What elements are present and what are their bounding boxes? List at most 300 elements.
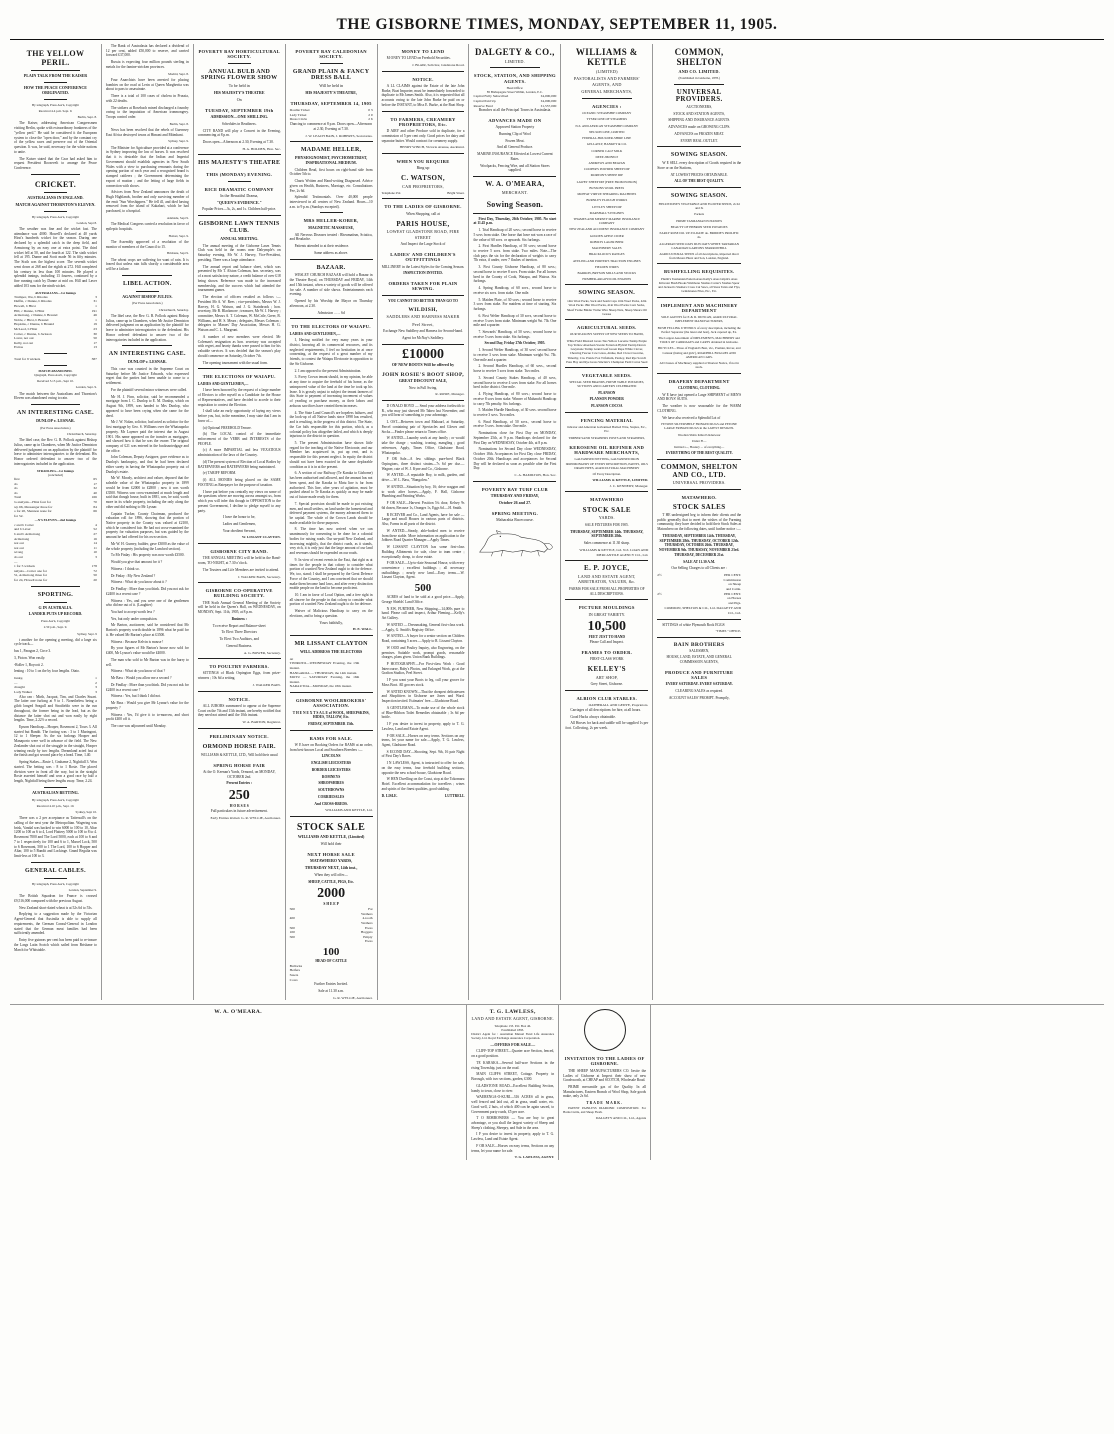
heading-when-you-require: WHEN YOU REQUIRE (396, 158, 450, 164)
ad-body: Good Hacks always obtainable. (570, 714, 616, 719)
list-item: And CROSS-BREDS. (314, 801, 348, 806)
ad-firm-watson: C. WATSON, (401, 174, 446, 183)
article-body: Dr Finlay : My New Zealand ? (110, 573, 156, 578)
ad-signature: WILLIAMS AND KETTLE, Ltd. (325, 808, 373, 813)
heading-poultry-farmers: TO POULTRY FARMERS. (209, 664, 270, 670)
ad-body: THE Sixth Annual General Meeting of the Society will be held in the Queen's Hall, on WEDNESDAY, on MONDAY, Sept. 11th, 1905, at 8 p.m. (197, 600, 281, 615)
row-value: 16 (93, 536, 97, 541)
ad-body: EVERY SATURDAY. EVERY SATURDAY. (665, 682, 733, 687)
ad-body: SALE FIXTURES FOR 1905. (584, 522, 629, 527)
ad-body: All Classes of Machinery supplied at Shortest Notice, if not in stock. (659, 361, 739, 370)
article-body: The libel case, the Rev. G. B. Pollock against Bishop Julius, came up in Chambers, when Mr Justice Denniston delivered judgment on an application by the plaintiff for leave to administer interrogatories to the defendant. His Honor ordered defendant to answer two of the interrogatories included in the application. (105, 313, 189, 342)
article-body: There is a total of 100 cases of cholera in Prussia, with 22 deaths. (105, 94, 189, 103)
row-value: Fat Wethers (361, 907, 373, 916)
row-value: 14 (93, 541, 97, 546)
ad-body: SOLE AGENTS for P. & D. DUNCAN, AGRICULTURAL IMPLEMENT MANUFACTURERS, (661, 315, 738, 324)
ad-body: WILLIAMS & KETTLE, LTD., Will hold their usual (200, 752, 278, 757)
ad-signature: J. W. LEACH BAIN, J. ROBERTS, Secretaries. (305, 133, 373, 138)
product-list: PRIME TASMANIAN POTATOES (676, 218, 723, 223)
election-platform-list (198, 426, 281, 470)
list-item: CORNER CALF MILK (591, 148, 623, 153)
ad-subheading: (LIMITED) (595, 68, 618, 74)
list-item: NELSON LINE, LIMITED (589, 129, 625, 134)
list-item: (e) TARIFF REFORM. (202, 471, 237, 476)
list-item: CORRIEDALES (317, 794, 345, 799)
headline-general-cables: GENERAL CABLES. (25, 867, 86, 874)
article-body: lenting : 10 to 1 on the by four lengths. Otato. (14, 669, 80, 674)
ad-body: Dancing to commence at 8 p.m. Doors open—Afternoon at 2.30, Evening at 7.30. (290, 122, 372, 131)
dateline: London, Sept 8. (76, 220, 97, 225)
table-row (657, 573, 741, 591)
ad-subheading: UNIVERSAL PROVIDERS. (672, 480, 726, 486)
row-value: £4,000,000 (540, 94, 557, 99)
ad-body: WESLEY CHURCH BAZAAR will hold a Bazaar in the Theatre Royal, on THURSDAY and FRIDAY, 14th and 15th instant, when a variety of goods will be offered for sale. A number of side shows. Entertainments each evening. (289, 273, 373, 297)
row-value (359, 675, 372, 684)
row-label: MOTU — SATURDAY Evening, the 16th instant. (289, 675, 360, 684)
ad-body: SHEEP, CATTLE, PIGS, Etc. (308, 879, 355, 884)
ad-body: Of Every Description. (592, 472, 621, 477)
list-item: BORDER LEICESTERS (311, 767, 351, 772)
ad-body: Woolpacks, Fencing Wire, and all Station Stores supplied. (480, 163, 550, 173)
ad-signature: D. LISLE. (381, 793, 398, 798)
row-value: 387 (91, 357, 97, 362)
ad-signature: WILLIAMS & KETTLE, LIMITED. (592, 478, 649, 483)
heading-tennis-club: GISBORNE LAWN TENNIS CLUB. (198, 221, 280, 235)
row-label: do (14, 486, 18, 491)
ad-body: THE SHEEP MANUFACTURERS CO. Invite the Ladies of Gisborne at Inspect their show of new Goodsworth, at CHEAP and SCOTCH, Wholesale Road. (563, 1068, 647, 1083)
article-body: 10. I am in favor of Local Option, and a free right in all sincere for the people in that colony to consider what portion of a united New Zealand ought to do for defence. (289, 593, 373, 607)
article-body: The opening tournament with the usual form. (202, 360, 268, 365)
article-body: Yes, but only under compulsion. (110, 616, 158, 621)
row-value (359, 684, 372, 689)
race-results-table (14, 676, 97, 694)
table-row (14, 345, 97, 350)
ad-subheading: SPRING MEETING. (491, 510, 539, 516)
article-body: Replying to a suggestion made by the Victorian Agent-General that Australia is able to supply all requirements, the German Consul-General in London stated that the German meat families had been sufficiently amended. (14, 912, 97, 936)
row-value: 19 (93, 322, 97, 327)
ad-signature: WILLIAMS & KETTLE, Ltd. N.Z. LOAN AND MERCANTILE AGENCY CO., Ltd. (579, 547, 649, 557)
row-label: 500 (289, 934, 295, 939)
ad-subheading: ART SHOP, (595, 674, 618, 680)
ad-body: Now in Full Swing. (408, 385, 438, 390)
heading-lissant-clayton: MR LISSANT CLAYTON (294, 641, 368, 648)
ad-signature: J. C. KENNEDY, Manager. (609, 483, 649, 488)
ad-signature: DALGETY AND CO., Ltd., Agents (595, 1116, 647, 1121)
row-value: 31 (93, 299, 97, 304)
dateline: London, Sept. 9. (75, 385, 97, 390)
article-body: The man who sold to Mr Barton was in the hurry to sell. (105, 657, 189, 667)
ad-body: Frozen Meat. (505, 138, 525, 143)
row-label: — (14, 559, 18, 564)
classified-ad: I F you desire to invest in property, apply to T. G. Lawless, Land and Estate Agent. (381, 722, 465, 731)
article-body: There was a 2 per acceptance as Tattersall's on the calling of the next year the Metropolitan. Wagering was brisk, Vandal was backed to win 6000 to 100 to 10, Altar 1200 to 100 as 6 to 4, Lord Flattery 5000 to 100 to 8 to 4. Rosemont 7000 and The Lord 5000, each at 100 to 6 and 7 to 1 respectively for 100 and 6 to 1, Marcel Lock, 500 to 6 Rosemont, 500 to 1 The Lord, 100 to 6 Hopper and Altar, 100 to 5 Bandit and Lockinge. Grand Regalia was limit-less at 100 to 3. (14, 816, 97, 859)
article-body: News has been resolved that the rebels of Guernsey East Africa destroyed towns at Himani and Mtimbani. (105, 127, 189, 137)
ad-body: HOUSE, LAND, ESTATE, AND GENERAL COMMISSION AGENTS, (666, 655, 732, 665)
classified-ad: F OR SALE—Harvest Position 5¼ door, Kelsey 9s 6d dozen, Because 1s, Oranges 1s, Eggs 6d.—H. Smith. (381, 501, 465, 510)
ad-body: F OR SALE—Horses on easy terms, Sections on any terms, let your name for sale. (471, 1143, 555, 1153)
article-body: Witness : What do you know about it ? (110, 580, 167, 585)
heading-matawhero: MATAWHERO (589, 497, 624, 503)
row-label: Noble, c Hirst, b Braund (14, 317, 49, 322)
ad-body: EVERYTHING OF THE BEST QUALITY. (665, 451, 733, 456)
classified-ad: W ANTED—A reputable Boy, to milk, garden, and drive.—W. L. Bass, "Bungalow." (381, 473, 465, 483)
heading-turf-club: POVERTY BAY TURF CLUB (481, 486, 548, 492)
row-value: 27 (93, 531, 97, 536)
row-value: 178 (91, 564, 97, 569)
table-row (290, 675, 373, 684)
classified-ad: W ANTED KNOWN—That the cheapest delicatessen and Shopfitters in Gisborne are Jones and Ward. Inspection invited. Estimates' free.—Gladstone Road. (381, 689, 465, 704)
dateline: Sydney, Sept. 9. (168, 139, 189, 144)
list-item: COOPER'S POWDER SHEEP DIP (584, 167, 630, 172)
price-figure: £10000 (402, 346, 444, 362)
ad-body: Charts Written and Hand-writing Diagnosed. Advice given on Health, Business, Marriage, etc. Consultations Fee, 2s 6d. (289, 179, 373, 193)
row-label: TINIROTO—WEDNESDAY Evening, the 13th instant. (289, 661, 360, 670)
ad-body: Patients attended to at their residence. (294, 244, 350, 249)
list-item: SOUTHDOWNS (318, 788, 345, 793)
subhead: ANNUAL MEETING. (220, 235, 259, 241)
row-label: Lady Walker (14, 689, 33, 694)
cattle-lots-table (290, 964, 373, 982)
row-value: 32 (93, 486, 97, 491)
dateline: Berlin, Sept. 8. (169, 121, 189, 126)
ad-signature: COMMON, SHELTON & CO., Ltd. DALGETY AND CO., Ltd. (664, 606, 742, 615)
list-item: BARRON, BRYSON MILLS AND STOCKS (577, 270, 637, 275)
row-value: Hoggets (360, 930, 373, 935)
row-value: 191 (91, 308, 97, 313)
heading-preliminary-notice: PRELIMINARY NOTICE. (209, 733, 269, 739)
ad-body: All Horses for hack and saddle will be supplied 1s per foot. Collecting, 2s per week. (565, 721, 649, 731)
classified-ad: ACRES of land to be sold at a good price.—Apply, George Shields' Land Office. (381, 595, 465, 604)
ad-body: ADVANCES on FROZEN MEAT. (674, 131, 725, 136)
column-4 (286, 44, 378, 1000)
byline: Press Ass'n, Copyright (41, 619, 70, 624)
row-label: wp 66, Messenger three for (14, 504, 53, 509)
subhead: AUSTRALIAN BETTING. (32, 789, 79, 795)
heading-invitation-ladies: INVITATION TO THE LADIES OF GISBORNE. (564, 1056, 645, 1067)
ad-venue: Maharahia Racecourse. (496, 516, 534, 522)
article-body: Witness : Yes, and you were one of the gentlemen who did me out of it. (Laughter) (105, 598, 189, 608)
row-label: Bullocks (289, 963, 303, 968)
heading-matawhero: MATAWHERO. (681, 495, 717, 501)
ad-body: ALL OF THE BEST QUALITY. (674, 179, 724, 184)
row-value: 0 3 (368, 108, 373, 113)
list-item: (d) The present system of Election of Local Bodies by RATEPAYERS and RATEPAYERS being maintained. (197, 459, 281, 469)
article-body: Mr Bass : Would you allow me a second ? (110, 676, 172, 681)
ad-body: And Inspect the Large Stock of (400, 242, 446, 247)
row-label: Extras (14, 345, 23, 350)
ad-body: PLANSON POWDER (589, 397, 624, 402)
article-body: I have been honored by the request of a large number of Electors to offer myself as a Candidate for the House of Representatives, and have decided to accede to their requisition to contest the Election. (197, 388, 281, 407)
ad-body: To Elect Three Directors (221, 630, 257, 635)
list-item: 3. First County Gisborne Handicap, of 80 sovs.; second horse to receive 8 sovs. From stake. For all horses bred in the County of Cook, Waiapu, and Wairoa. Six furlongs. (473, 265, 557, 284)
ad-date: THURSDAY NEXT, 14th inst., (304, 865, 358, 871)
list-item: MOFFAT VIRTUE SHEARING MACHINES (577, 192, 637, 197)
ad-body: Opened by his Worship the Mayor on Thursday afternoon, at 2.30. (289, 299, 373, 308)
article-body: I have put before you centrally my views on some of the questions where are moving across amongst us, from which you will infer this though in OPPOSITION to the present Government, I decline to pledge myself to any party. (197, 489, 281, 513)
list-item: ANDREWS AND BEAVAN (588, 161, 626, 165)
classified-ad: S ECOND DAY—Shooting, Sept. 9th, 16 pair Night of First Day's Races. (381, 749, 465, 759)
list-item: 4. Spring Handicap, of 60 sovs., second horse to receive six sovs. from stake. One mile. (473, 286, 557, 295)
ad-subheading: LIMITED. (504, 58, 525, 64)
ad-body: Please Call and Inspect. (589, 640, 624, 645)
received-time: 2.50 p.m., Sept. 9. (43, 625, 68, 630)
ad-body: Full particulars in future advertisement. (210, 808, 268, 813)
row-label: Kelly, not out (14, 340, 34, 345)
row-label: wrong (14, 550, 23, 555)
list-item: MACHINERY SALES (592, 246, 622, 251)
row-label: 1 for 5 wickets (14, 564, 35, 569)
ad-body: PRIME mercantile gas of the Quality. In all Manufactures, Eastern Branch of Wool Shop, Sale goods make, only 2s 6d. (563, 1084, 647, 1099)
ad-body: WAERENGA-O-KURI—316 ACRES all in grass, well fenced and laid out, all in grass, small water, etc. Good well, 2 huts, of which 400 can be again sawed, to Government party roads, £5 per acre. (471, 1095, 555, 1114)
ad-body: ACCOUNT SALES' PROMPT. Promptly, (668, 695, 730, 700)
ad-body: GLADSTONE ROAD—Excellent Building Section, handy to town, close to river. (471, 1083, 555, 1093)
ad-body: Branches at all the Principal Towns in Australasia. (478, 108, 552, 113)
byline: By telegraph, Press Ass'n, Copyright (32, 102, 79, 107)
ad-body: Woollen Shirts Kilted Underwear (677, 432, 721, 437)
article-body: The Medical Congress carried a resolution in favor of epileptic hospitals. (105, 222, 189, 231)
ad-subheading: YARDS. (598, 515, 615, 521)
ad-body: MILLINERY in the Latest Styles for the Coming Season. (381, 264, 465, 269)
heading-frames: FRAMES TO ORDER. (581, 649, 633, 655)
table-row (14, 578, 97, 583)
article-body: The case was adjourned until Monday. (110, 723, 167, 728)
ad-body: Our Selling Charges to all Clients are : (671, 566, 728, 571)
ad-date: October 26 and 27. (498, 499, 532, 505)
ad-body: MAIN CLIFFS STREET, Cottage. Property in Borough, with two sections, garden, £300. (471, 1072, 555, 1082)
ad-address: 85 Bishopsgate Street Within, London, E.C. (486, 90, 543, 95)
row-value: Ewes (364, 925, 373, 930)
article-body: I, Having notified for very many years in your district, knowing all its commercial resources, and its neglected requirements, I feel no hesitation in at once consenting, at the request of a great number of my friends, to contest the Waiapu Electorate in opposition to the Sir Gisborne. (289, 338, 373, 366)
dateline: Sydney, Sept. 9 (77, 631, 97, 636)
ad-body: I F you desire to invest in property, apply to T. G. Lawless, Land and Estate Agent. (471, 1132, 555, 1142)
ad-body: H O R S E S (229, 804, 249, 809)
ad-signature: Early Entries invited. G. R. WYLLIE, Auctioneer. (210, 815, 281, 820)
ad-signature: J. WALKER BAIN, Secretary. (238, 574, 281, 579)
ad-subheading: LAND AND ESTATE AGENT, GISBORNE. (471, 1016, 554, 1022)
row-value: 3 (95, 685, 97, 690)
article-body: 8. The time has now arrived when we can unanimously for consenting to be done for a colonial bodies for raising roads. Our un-paid New Zealand, and increasing mightily, that the district roads, as it stands, very rich, it is only just that the large amount of our land and revenues should be expended on our roads. (289, 527, 373, 556)
row-label: Lady Ticket (289, 112, 307, 117)
received-time: Received 4.10 p.m., Sept. 10. (36, 803, 75, 808)
row-value: 3 (95, 689, 97, 694)
received-time: Received 5.15 p.m., Sept 10. (37, 379, 74, 384)
heading-picture-mouldings: PICTURE MOULDINGS (578, 605, 635, 611)
ad-body: Approved Station Property (495, 125, 535, 130)
article-body: 5. The present Administration have shown little regard for the teaching of the Native Electorate, and our Member has acquiesced in, put up rent, and is responsible for this present neglect. In equity the district should not have been exacted in the same deplorable condition as it is in at the present. (289, 440, 373, 469)
ad-date: TUESDAY, SEPTEMBER 19th (204, 107, 274, 113)
row-label: not out (14, 541, 24, 546)
article-body: The libel case, the Rev. G. B. Pollock against Bishop Julius, came up in Chambers, when Mr Justice Denniston delivered judgment on an application by the plaintiff for leave to administer interrogatories to the defendant. His Honor ordered defendant to answer two of the interrogatories included in the application. (14, 438, 97, 466)
received-time: Received 4.4 p.m. Sept. 9. (38, 108, 73, 113)
ad-firm-lawless: T. G. LAWLESS, (489, 1009, 536, 1016)
subhead: AGAINST BISHOP JULIUS. (122, 293, 173, 299)
row-label: NARAUTOA—MONDAY, the 18th instant. (289, 684, 352, 689)
row-label: not out (14, 545, 24, 550)
row-value: 72 (93, 568, 97, 573)
cricket-total (14, 357, 97, 362)
classified-ad: W ANTED — Dressmaking, General first-class work.—Apply, G. Smith's Registry Office. (381, 622, 465, 632)
ad-body: SHIPPING AND INSURANCE AGENTS. (668, 118, 731, 123)
article-body: The Minister for Agriculture provided at a conference in Sydney improving the law of horses. It was resolved that it is desirable that the Indian and Imperial Government should establish agencies in New South Wales with a view to purchasing remounts during the opening portion of each year and a recognised brand is stamped cattleers ; the Government determining the export of mutton ; and the letting of large fields in connection with shows. (105, 145, 189, 188)
heading-kerosene: KEROSENE OIL REFINER AND HARDWARE MERCHANTS, (569, 444, 645, 456)
row-value: 11 (93, 545, 97, 550)
ad-company: RICE DRAMATIC COMPANY (204, 186, 274, 192)
salutation: LADIES AND GENTLEMEN,— (289, 331, 341, 336)
headline-interesting-case: AN INTERESTING CASE. (17, 410, 94, 417)
ad-body: Will hold their (320, 842, 342, 847)
heading-sowing-season: SOWING SEASON. (670, 152, 728, 159)
ad-body: STOCK AND STATION AGENTS, (673, 111, 725, 116)
ad-prices: Popular Prices—3s, 2s, and 1s. Children half-price. (202, 207, 277, 212)
ad-body: MARINE INSURANCE Effected at Lowest Current Rates. (477, 152, 553, 161)
row-label: Armstrong (14, 536, 30, 541)
row-value: 1 (95, 303, 97, 308)
ad-subheading: AND CO. LIMITED. (678, 68, 720, 74)
heading-fancy-dress-ball: GRAND PLAIN & FANCY DRESS BALL (292, 68, 370, 82)
commission-table (657, 573, 741, 605)
row-value (359, 661, 372, 670)
article-body: Russia is expecting four million pounds sterling in metals for the famine-stricken provinces. (105, 60, 189, 69)
row-value: 166 (91, 495, 97, 500)
agency-list (565, 111, 648, 281)
list-item: N.Z. AND AFRICAN STEAMSHIP COMPANY (575, 123, 639, 128)
list-item: GOLDEN APPLE CIDER (589, 233, 624, 238)
ad-subheading: LAND AND ESTATE AGENT, ARBITRATOR, VALUER, &c. (578, 573, 636, 585)
heading-to-farmers: TO FARMERS, CREAMERY PROPRIETORS, Etc. (390, 116, 456, 127)
dateline: Hobart, Sept. 9. (168, 233, 189, 238)
row-value: 20 (93, 578, 97, 582)
list-item: BUSSONS WOOL PRESS (589, 185, 625, 190)
address: Bright Street. (447, 191, 465, 196)
row-label: o for 20, Shannon none for (14, 509, 52, 514)
article-body: 9. In view of recent events in the East, that right as at times for the people in that colony to consider what portion of a united New Zealand ought to do for defence. We, too, stand; I shall be prepared by the Great Defence Force of the Country, and I am convinced that we should make them become land laws, and after every distinction enable people on the land to become proficient. (289, 557, 373, 591)
row-value: 1 (95, 676, 97, 681)
race-program-list-2 (473, 348, 556, 429)
table-row (290, 907, 373, 916)
ad-firm-common-shelton: COMMON, SHELTON (674, 47, 724, 67)
article-body: A number of new members were elected. Mr Coleman's resignation as hon. secretary was accepted with regret, and hearty thanks were passed to him for his valuable services. It was decided that the season's play should commence on Saturday, October 7th. (197, 334, 281, 358)
ad-signature: H. A. HOLDEN, Hon. Sec. (242, 146, 281, 151)
ad-subheading: SADDLERS AND HARNESS MAKER (386, 314, 460, 320)
article-body: The Kaiser, addressing American Congressmen visiting Berlin, spoke with extraordinary frankness of the "yellow peril." He said he considered it the European system to close the "open door," and by the constant cry of the yellow races and preserve out of the Oriental question. It was, he said, necessary for the white nations to unite. (14, 121, 97, 154)
ad-body: PLANSON COCOA (591, 404, 623, 409)
ad-address: Peel Street, (412, 321, 434, 327)
heading-madame-heller: MADAME HELLER, (300, 147, 362, 154)
article-body: The annual report and balance sheet, which was presented by Mr T. Alston Coleman, hon. secretary, was of a most satisfactory nature, a credit balance of over £18 being shown. Reference was made to the increased membership, and the success which had attended the tournament games. (197, 264, 281, 293)
row-value: £4,000,000 (540, 99, 557, 104)
ad-body: W E SELL every description of Goods required in the Store or on the Stations, (657, 161, 742, 170)
heading-agencies: AGENCIES : (591, 103, 622, 109)
article-body: Witness : Yes, but I think I did not. (110, 694, 161, 699)
list-item: 5. Maiden Plate, of 30 sovs.; second horse to receive 3 sovs from stake. For maidens at time of starting. Six furlongs. (473, 297, 557, 312)
list-item: MARSHALL'S ENGINES (589, 210, 624, 215)
list-item: (b) The LOCAL control of the immediate enforcement of the VERB and INTERESTS of the PEOPLE. (197, 432, 281, 446)
heading-agricultural-seeds: AGRICULTURAL SEEDS. (576, 325, 637, 331)
trademark-logo-icon (584, 1009, 626, 1051)
ad-signature: LUTTRELL (444, 793, 465, 798)
ad-body: When Shopping, call at (406, 211, 440, 216)
ad-signature: "TIMES " OFFICE. (715, 629, 742, 634)
list-item: BURNLEY PLOUGH WORKS (586, 198, 628, 203)
ad-line: Ring up (416, 165, 430, 171)
row-value: 30 (93, 331, 97, 336)
classified-ad: F OR SALE—Horses on easy terms. Sections on any terms, let your name for sale.—Apply, T. G. Lawless, Agent, Gladstone Road. (381, 733, 465, 747)
dateline: Sydney, Sept 10. (75, 810, 97, 815)
ad-firm-john-rosie: JOHN ROSIE'S BOOT SHOP, (382, 371, 464, 378)
ad-body: Business : (231, 616, 247, 621)
row-label: Dress Circle (289, 117, 308, 122)
ad-body: To Elect Two Auditors, and (219, 637, 259, 642)
bottom-strip (10, 1004, 1104, 1160)
ad-body: PLANSON (598, 390, 616, 395)
ad-body: To receive Report and Balance-sheet (212, 623, 266, 628)
election-platform-list-2 (198, 471, 281, 487)
ad-date: THURSDAY AND FRIDAY, (490, 492, 539, 498)
ad-subheading: LADIES' AND CHILDREN'S OUTFITTINGS (390, 252, 456, 263)
row-label: c and b Cotter (14, 522, 34, 527)
bottom-right-filler (651, 1005, 1104, 1160)
ad-body: We have also received a Splendid Lot of (662, 415, 721, 420)
column-6 (469, 44, 561, 1000)
list-item: (f) ALL MONIES being placed on the SAME FOOTING as Ratepayer for the purpose of taxation. (197, 478, 281, 487)
ad-body: Admission ... ... 6d (317, 310, 345, 315)
article-body: Captain Tucker, County Chairman, produced the valuation roll for 1896, showing that the portion of Native property in the County was valued at £2100, which he considered fair. He had not cross-examined the property for valuation purposes, but was guided by the amount he had offered for his own section. (105, 511, 189, 540)
ad-body: Sale at 11.30 a.m. (318, 988, 344, 993)
article-body: The Kaiser stated that the Czar had asked him to request President Roosevelt to arrange the Peace Conference. (14, 156, 97, 171)
classified-ad: SITTINGS of white Plymouth Rock EGGS (662, 622, 725, 627)
heading-sowing-season: Sowing Season. (486, 200, 544, 210)
list-item: TYSER LINE OF STEAMERS (586, 117, 628, 122)
list-item: DEEP-JIM BELT (595, 154, 619, 159)
ad-firm-dalgety: DALGETY & CO., (475, 47, 555, 57)
row-label: ¼ analysis—Hirst four for (14, 500, 51, 505)
ad-body: BUSH FELLING UTENSILS of every description, including the Perfect Separator (the latest and best), Jack capered up, Ex. (657, 325, 741, 334)
subhead: DUNLOP v. LESNAR. (127, 359, 167, 365)
horse-illustration (473, 526, 556, 560)
article-body: Would you give that amount for it ? (110, 560, 163, 565)
column-container (10, 44, 1104, 1000)
heading-woolbrokers: GISBORNE WOOLBROKERS' ASSOCIATION. (296, 697, 367, 709)
ad-body: Present Entries : (226, 781, 253, 786)
bottom-left-filler (10, 1005, 467, 1160)
ad-firm-common-shelton-2: COMMON, SHELTON AND CO., LTD. (660, 463, 738, 479)
list-item: FIELDEN WIRES (594, 264, 619, 269)
ad-address: LOWEST GLADSTONE ROAD, FIRE STREET (386, 229, 460, 240)
capital-table (473, 94, 556, 108)
row-label: 2½ (657, 591, 662, 596)
ad-body: S H E E P (323, 902, 339, 907)
ad-body: D AIRY and other Produce sold in duplicate, for a commission of 5 per cent only. Good prices for dairy and separator butter. Would contract for creamery supply. (381, 129, 465, 143)
product-list: Plumb's Tasmanian Pattern Axes Kelly's Axes Gilpin's Axes Kilwater Bush Hooks Wishbone Slashes Carter's Slashes Spear and Jackson's Slashers Cross Cut Saws, all Sizes Tents and Flys, Grindstones Files, Etc., Etc. (658, 276, 741, 294)
table-row (14, 357, 97, 362)
table-row (657, 592, 741, 606)
table-row (290, 935, 373, 944)
row-label: do out (14, 554, 23, 559)
row-label: 100 (289, 930, 295, 935)
row-label: Heifers (289, 968, 300, 973)
column-8 (653, 44, 745, 1000)
ad-body: CLEARING SALES as required. (675, 689, 724, 694)
ad-body: Nominations for Second Day close WEDNESDAY, October 18th. Acceptances for First Day close FRIDAY, October 20th. Handicaps and acceptances for Second Day will be declared as soon as possible after the First Day. (473, 447, 557, 471)
heading-city-band: GISBORNE CITY BAND. (210, 549, 269, 555)
ad-subheading: MAGNETIC MASSEUSE, (308, 224, 355, 230)
ad-subheading: GENERAL MERCHANTS, (581, 89, 633, 95)
subhead: PLAIN TALK FROM THE KAISER (23, 73, 88, 79)
subhead: MATCH ABANDONED. (38, 368, 73, 373)
heading-bazaar: BAZAAR. (316, 264, 346, 271)
ad-body: THE ANNUAL MEETING will be held in the Band-room, TO-NIGHT, at 7.30 o'clock. (197, 556, 281, 566)
race-day-heading: First Day, Thursday, 26th October, 1905. No start at 11.45 p.m. (473, 216, 557, 226)
